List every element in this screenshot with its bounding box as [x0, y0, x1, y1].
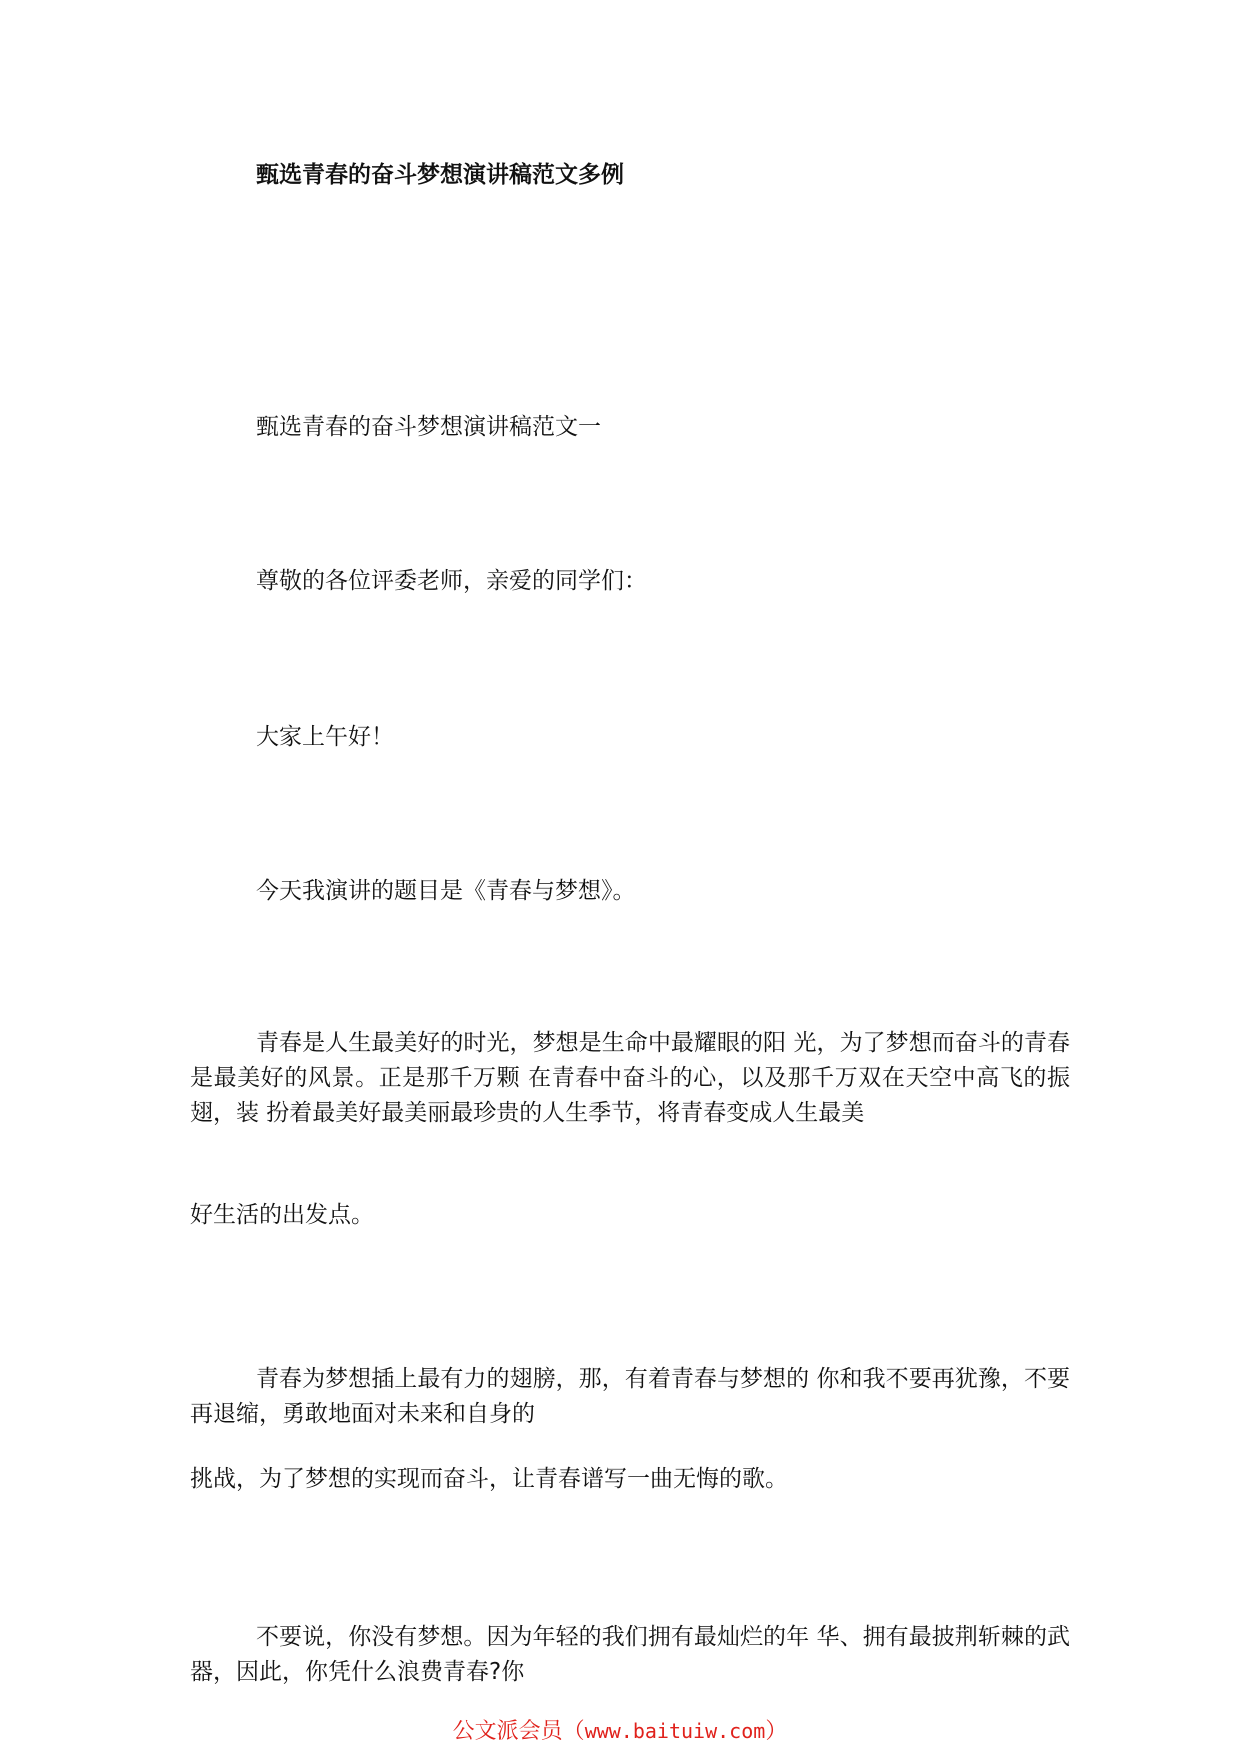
body-paragraph-3: 不要说，你没有梦想。因为年轻的我们拥有最灿烂的年 华、拥有最披荆斩棘的武器，因此，你凭什么浪费青春?你 — [190, 1624, 1070, 1685]
topic-line: 今天我演讲的题目是《青春与梦想》。 — [256, 878, 636, 904]
footer-url[interactable]: www.baituiw.com — [584, 1719, 766, 1743]
body-paragraph-2: 青春为梦想插上最有力的翅膀，那，有着青春与梦想的 你和我不要再犹豫，不要再退缩，勇敢地面对未来和自身的 — [190, 1366, 1070, 1427]
document-title: 甄选青春的奋斗梦想演讲稿范文多例 — [256, 162, 624, 188]
greeting-line: 尊敬的各位评委老师，亲爱的同学们： — [256, 568, 647, 594]
footer-watermark — [0, 1714, 1240, 1745]
footer-url-open: （ — [562, 1719, 585, 1744]
section-subtitle: 甄选青春的奋斗梦想演讲稿范文一 — [256, 414, 601, 440]
footer-url-close: ） — [765, 1719, 788, 1744]
body-paragraph-2-tail: 挑战，为了梦想的实现而奋斗，让青春谱写一曲无悔的歌。 — [190, 1466, 788, 1492]
salutation-line: 大家上午好！ — [256, 724, 394, 750]
body-paragraph-1: 青春是人生最美好的时光，梦想是生命中最耀眼的阳 光，为了梦想而奋斗的青春是最美好的风景。正是那千万颗 在青春中奋斗的心，以及那千万双在天空中高飞的振翅，装 扮着最美好最美丽最珍贵的人生季节，将青春变成人生最美 — [190, 1030, 1070, 1126]
footer-label: 公文派会员 — [452, 1719, 563, 1744]
body-paragraph-1-tail: 好生活的出发点。 — [190, 1202, 374, 1228]
